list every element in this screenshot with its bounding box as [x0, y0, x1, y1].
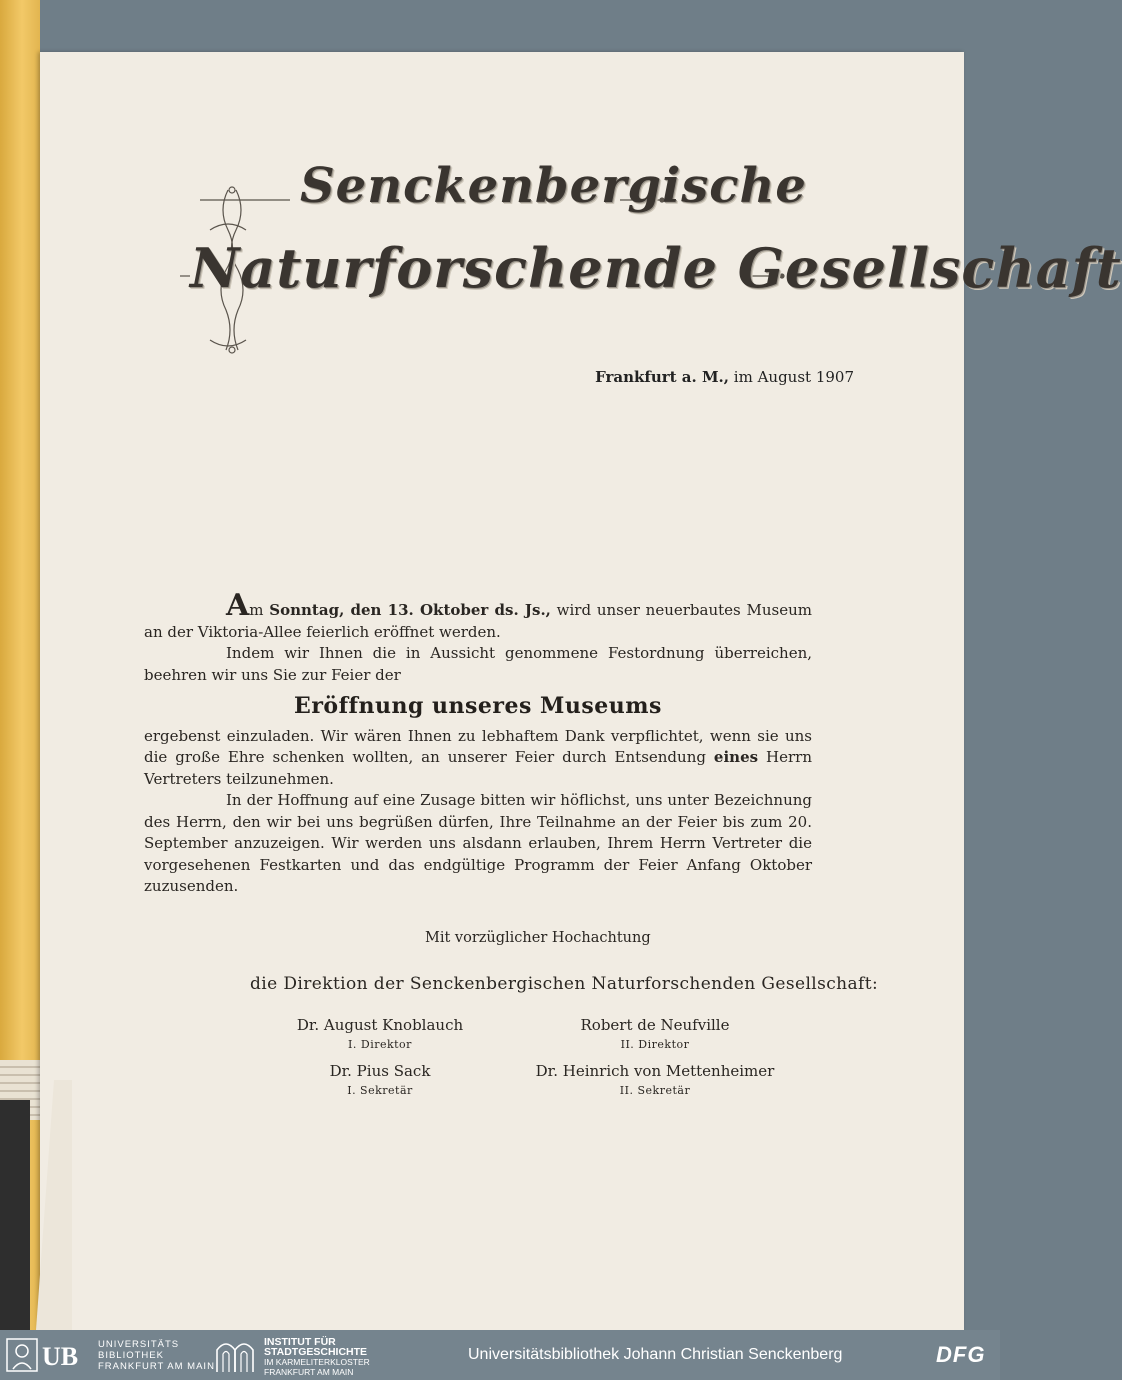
society-name-line1: Senckenbergische: [300, 158, 807, 214]
signatory-role: I. Direktor: [348, 1038, 412, 1051]
p3-emphasis: eines: [713, 748, 759, 766]
p3-start: ergebenst einzuladen. Wir wären Ihnen zu lebhaftem Dank verpflichtet, wenn sie uns die große Ehre schenken wollten, an unserer Feier durch Entsendung: [144, 726, 812, 766]
svg-text:UB: UB: [42, 1342, 79, 1371]
paragraph-4: In der Hoffnung auf eine Zusage bitten wir höflichst, uns unter Bezeichnung des Herrn, den wir bei uns begrüßen dürfen, Ihre Teilnahme an der Feier bis zum 20. September anzuzeigen. Wir werden uns alsdann erlauben, Ihrem Herrn Vertreter die vorgesehenen Festkarten und das endgültige Programm der Feier Anfang Oktober zuzusenden.: [144, 791, 812, 895]
isg-name[interactable]: [264, 1337, 370, 1377]
signatory-role: II. Sekretär: [619, 1084, 691, 1097]
event-date: Sonntag, den 13. Oktober ds. Js.,: [269, 601, 551, 619]
signatory-name: Dr. Pius Sack: [329, 1062, 431, 1080]
society-name-line2: Naturforschende Gesellschaft: [190, 236, 1122, 300]
footer-library-title[interactable]: Universitätsbibliothek Johann Christian Senckenberg: [468, 1346, 843, 1363]
p1-rest: wird unser neuerbautes Museum an der Viktoria-Allee feierlich eröffnet werden.: [144, 601, 812, 641]
ub-logo-icon[interactable]: [6, 1338, 96, 1372]
ub-line2: BIBLIOTHEK: [98, 1350, 164, 1361]
dateline-date: im August 1907: [733, 368, 854, 386]
footer-bar: [0, 1330, 1000, 1380]
ub-line3: FRANKFURT AM MAIN: [98, 1361, 215, 1372]
isg-line2: STADTGESCHICHTE: [264, 1346, 368, 1358]
paragraph-2: Indem wir Ihnen die in Aussicht genommene Festordnung überreichen, beehren wir uns Sie zur Feier der: [144, 644, 812, 684]
signatory-4: [520, 1062, 790, 1097]
signatory-3: [280, 1062, 480, 1097]
isg-line4: FRANKFURT AM MAIN: [264, 1367, 354, 1377]
p3-end: Herrn Vertreters teilzunehmen.: [144, 748, 812, 788]
cover-edge: [0, 1100, 30, 1330]
signatory-role: II. Direktor: [620, 1038, 690, 1051]
dateline-city: Frankfurt a. M.,: [595, 368, 729, 386]
dateline: [595, 368, 854, 386]
signatory-name: Robert de Neufville: [580, 1016, 730, 1034]
letter-body: [144, 588, 812, 898]
signatory-role: I. Sekretär: [347, 1084, 413, 1097]
signatory-name: Dr. August Knoblauch: [296, 1016, 464, 1034]
ub-line1: UNIVERSITÄTS: [98, 1339, 180, 1350]
signatory-2: [555, 1016, 755, 1051]
ub-name[interactable]: [98, 1339, 215, 1372]
direktion-line: die Direktion der Senckenbergischen Naturforschenden Gesellschaft:: [250, 974, 879, 994]
dfg-logo[interactable]: DFG: [936, 1342, 986, 1367]
isg-line3: IM KARMELITERKLOSTER: [264, 1357, 370, 1367]
drop-initial: A: [226, 588, 250, 623]
paragraph-1: [144, 588, 812, 643]
signatory-name: Dr. Heinrich von Mettenheimer: [535, 1062, 775, 1080]
signatory-1: [280, 1016, 480, 1051]
isg-logo-icon[interactable]: [213, 1338, 257, 1372]
closing-salutation: Mit vorzüglicher Hochachtung: [425, 930, 651, 946]
event-heading: Eröffnung unseres Museums: [294, 693, 662, 719]
p1-start: m: [249, 601, 270, 619]
paragraph-3: [144, 726, 812, 791]
isg-line1: INSTITUT FÜR: [264, 1336, 336, 1348]
masthead: [140, 150, 1122, 370]
